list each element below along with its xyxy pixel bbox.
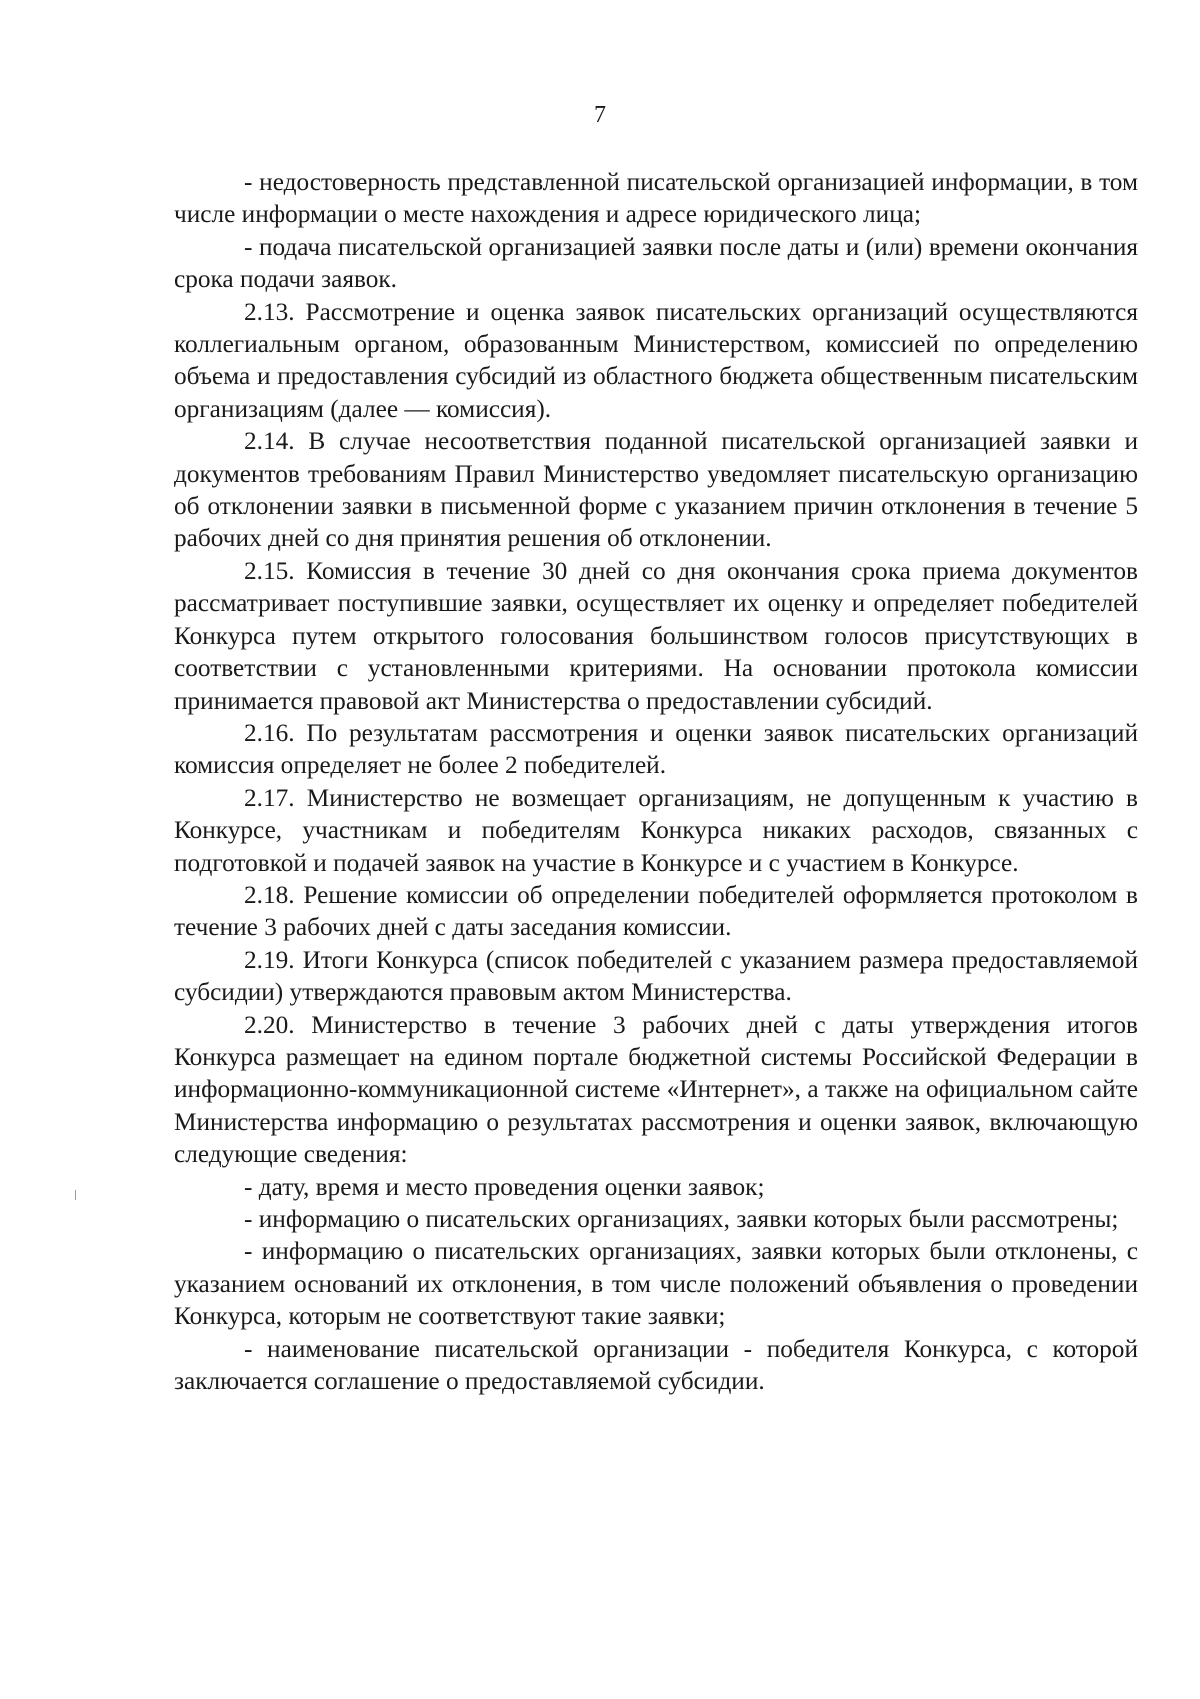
paragraph-2-19: 2.19. Итоги Конкурса (список победителей с указанием размера предоставляемой субсидии) утверждаются правовым актом Министерства. bbox=[174, 945, 1138, 1007]
paragraph-unreliable-information: - недостоверность представленной писательской организацией информации, в том числе информации о месте нахождения и адресе юридического лица; bbox=[174, 168, 1138, 229]
list-item-rejected-organizations: - информацию о писательских организациях, заявки которых были отклонены, с указанием оснований их отклонения, в том числе положений объявления о проведении Конкурса, которым не соответствуют такие заявки; bbox=[174, 1237, 1138, 1331]
scan-artifact-mark bbox=[75, 1190, 76, 1200]
list-item-winner-name: - наименование писательской организации - победителя Конкурса, с которой заключается соглашение о предоставляемой субсидии. bbox=[174, 1334, 1138, 1396]
paragraph-2-15: 2.15. Комиссия в течение 30 дней со дня окончания срока приема документов рассматривает поступившие заявки, осуществляет их оценку и определяет победителей Конкурса путем открытого голосования большинством голосов присутствующих в соответствии с установленными критериями. На основании протокола комиссии принимается правовой акт Министерства о предоставлении субсидий. bbox=[174, 556, 1138, 715]
paragraph-2-16: 2.16. По результатам рассмотрения и оценки заявок писательских организаций комиссия определяет не более 2 победителей. bbox=[174, 718, 1138, 780]
paragraph-2-14: 2.14. В случае несоответствия поданной писательской организацией заявки и документов требованиям Правил Министерство уведомляет писательскую организацию об отклонении заявки в письменной форме с указанием причин отклонения в течение 5 рабочих дней со дня принятия решения об отклонении. bbox=[174, 427, 1138, 553]
list-item-date-time-place: - дату, время и место проведения оценки заявок; bbox=[244, 1172, 765, 1201]
paragraph-2-17: 2.17. Министерство не возмещает организациям, не допущенным к участию в Конкурсе, участникам и победителям Конкурса никаких расходов, связанных с подготовкой и подачей заявок на участие в Конкурсе и с участием в Конкурсе. bbox=[174, 783, 1138, 877]
paragraph-2-18: 2.18. Решение комиссии об определении победителей оформляется протоколом в течение 3 рабочих дней с даты заседания комиссии. bbox=[174, 880, 1138, 942]
document-body bbox=[174, 166, 1138, 1397]
page-number: 7 bbox=[594, 102, 606, 128]
paragraph-late-submission: - подача писательской организацией заявки после даты и (или) времени окончания срока подачи заявок. bbox=[174, 232, 1138, 294]
paragraph-2-13: 2.13. Рассмотрение и оценка заявок писательских организаций осуществляются коллегиальным органом, образованным Министерством, комиссией по определению объема и предоставления субсидий из областного бюджета общественным писательским организациям (далее — комиссия). bbox=[174, 297, 1138, 423]
paragraph-2-20: 2.20. Министерство в течение 3 рабочих дней с даты утверждения итогов Конкурса размещает на едином портале бюджетной системы Российской Федерации в информационно-коммуникационной системе «Интернет», а также на официальном сайте Министерства информацию о результатах рассмотрения и оценки заявок, включающую следующие сведения: bbox=[174, 1010, 1138, 1169]
list-item-reviewed-organizations: - информацию о писательских организациях, заявки которых были рассмотрены; bbox=[244, 1205, 1119, 1233]
